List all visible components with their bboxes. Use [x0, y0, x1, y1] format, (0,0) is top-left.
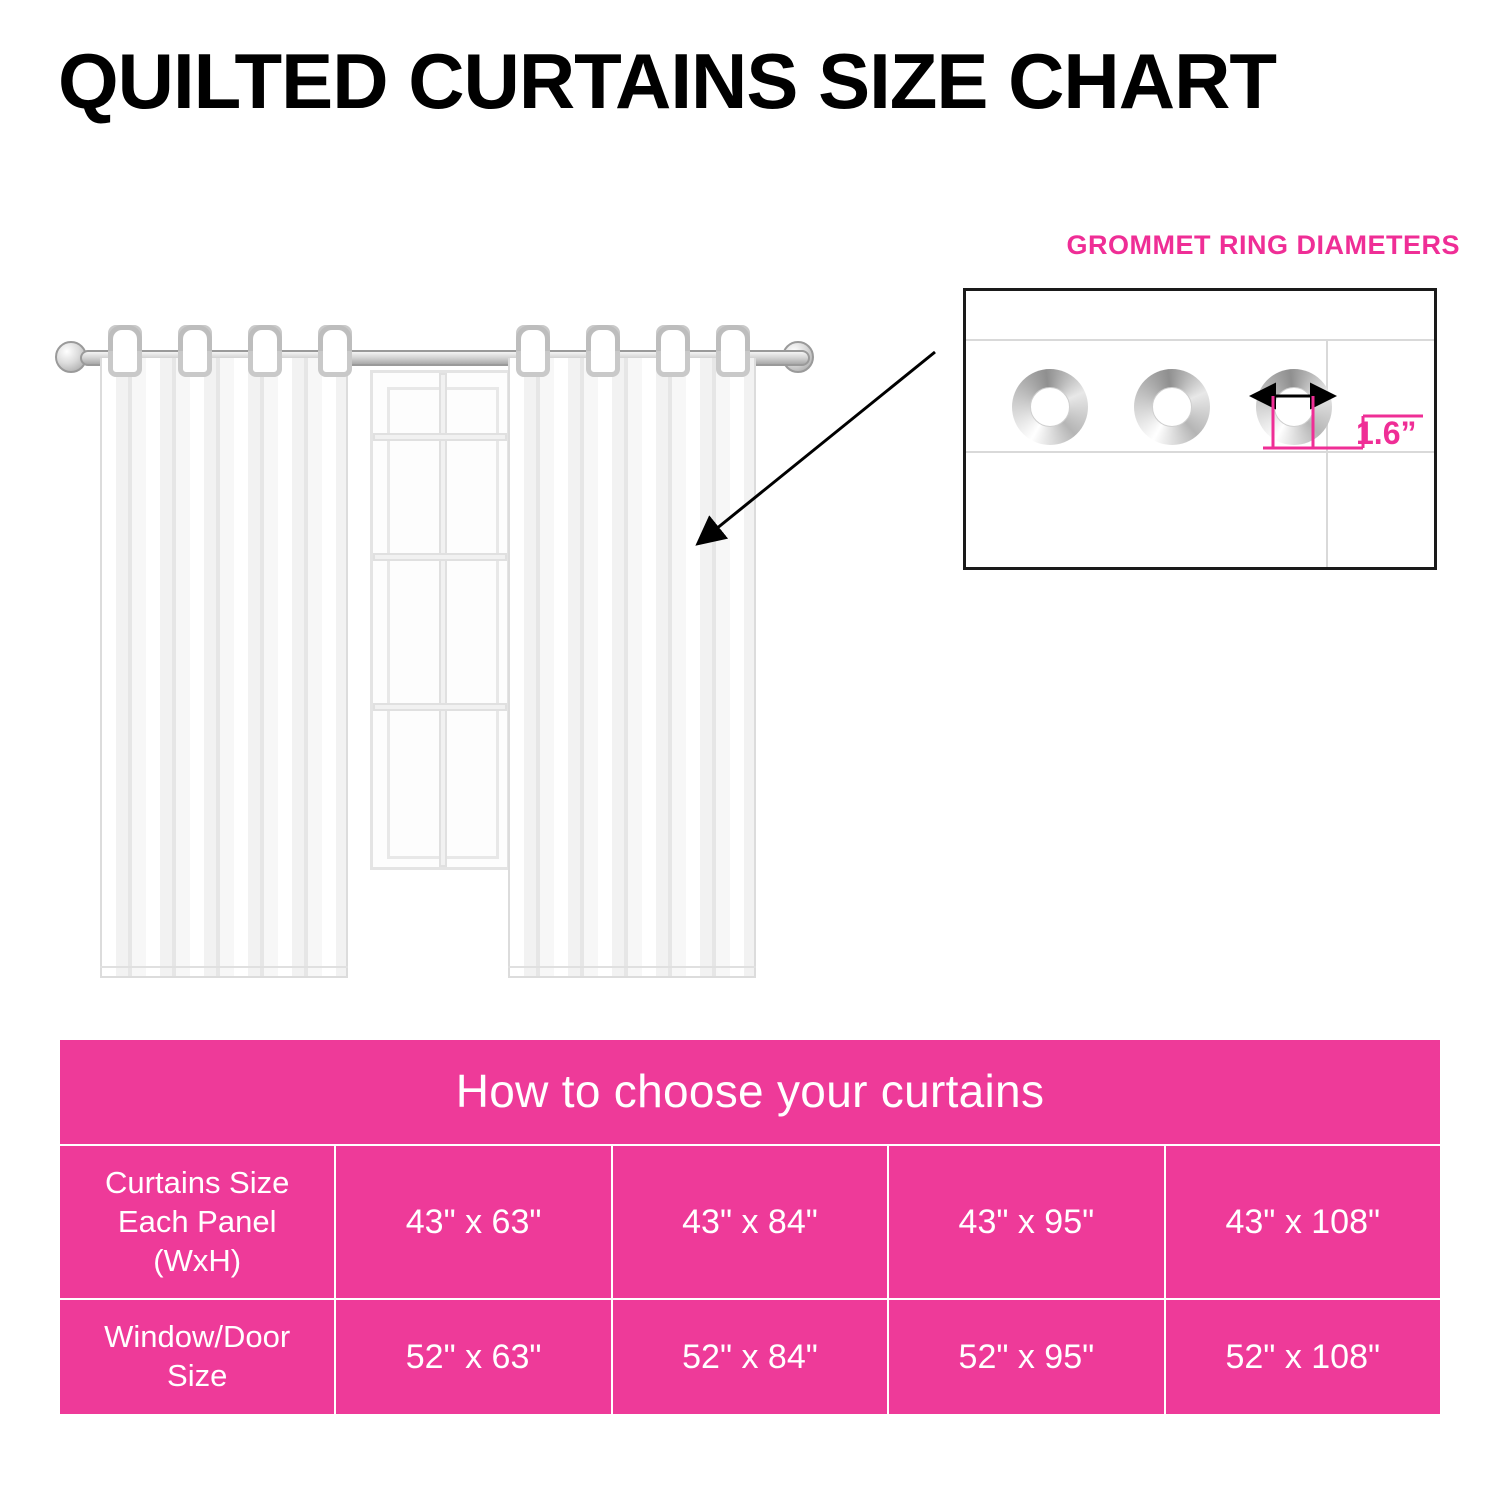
detail-fabric-edge — [1326, 339, 1328, 570]
grommet-icon — [248, 325, 282, 377]
grommet-icon — [716, 325, 750, 377]
table-cell: 43" x 63" — [335, 1145, 611, 1299]
grommet-detail-title: GROMMET RING DIAMETERS — [1066, 230, 1460, 260]
table-cell: 52" x 84" — [612, 1299, 888, 1415]
grommet-icon — [318, 325, 352, 377]
window-mullion — [439, 373, 447, 867]
window-rail-top — [373, 433, 507, 441]
table-cell: 52" x 95" — [888, 1299, 1164, 1415]
window-rail-bottom — [373, 703, 507, 711]
table-cell: 52" x 63" — [335, 1299, 611, 1415]
grommet-icon — [586, 325, 620, 377]
row-label-line: (WxH) — [153, 1242, 242, 1278]
table-row — [59, 1299, 1441, 1415]
window-graphic — [370, 370, 510, 870]
grommet-icon — [516, 325, 550, 377]
row-label-line: Size — [167, 1358, 228, 1393]
detail-fabric-line-top — [966, 339, 1434, 341]
grommet-diameter-label: 1.6” — [1356, 415, 1417, 451]
curtain-illustration — [0, 150, 1500, 1030]
grommet-hole — [1152, 387, 1192, 427]
size-chart-table — [58, 1038, 1442, 1416]
grommet-icon — [108, 325, 142, 377]
curtain-panel-left — [100, 358, 348, 978]
page-title: QUILTED CURTAINS SIZE CHART — [58, 37, 1277, 125]
grommet-hole — [1274, 387, 1314, 427]
curtain-fabric-left — [100, 358, 348, 978]
grommet-icon — [656, 325, 690, 377]
curtain-hem-left — [100, 966, 348, 968]
grommet-hole — [1030, 387, 1070, 427]
table-cell: 52" x 108" — [1165, 1299, 1441, 1415]
table-cell: 43" x 95" — [888, 1145, 1164, 1299]
grommet-ring-icon — [1134, 369, 1210, 445]
table-cell: 43" x 84" — [612, 1145, 888, 1299]
table-cell: 43" x 108" — [1165, 1145, 1441, 1299]
window-rail-middle — [373, 553, 507, 561]
grommet-ring-icon — [1256, 369, 1332, 445]
row-label-curtain-size — [59, 1145, 335, 1299]
row-label-line: Curtains Size — [105, 1165, 290, 1200]
curtain-panel-right — [508, 358, 756, 978]
table-title-cell: How to choose your curtains — [59, 1039, 1441, 1145]
table-row — [59, 1145, 1441, 1299]
grommet-ring-icon — [1012, 369, 1088, 445]
row-label-line: Window/Door — [104, 1319, 291, 1355]
row-label-window-size — [59, 1299, 335, 1415]
row-label-line: Each Panel — [117, 1203, 277, 1239]
curtain-fabric-right — [508, 358, 756, 978]
grommet-icon — [178, 325, 212, 377]
curtain-hem-right — [508, 966, 756, 968]
table-header-row — [59, 1039, 1441, 1145]
